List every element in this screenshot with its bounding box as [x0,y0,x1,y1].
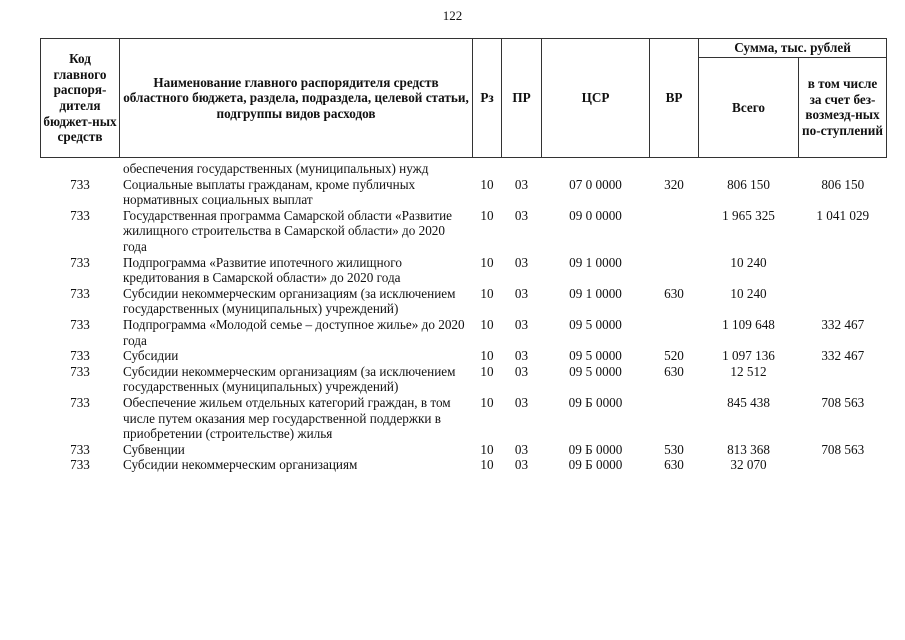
cell-name: Субсидии некоммерческим организациям (за исключением государственных (муниципальных) учреждений) [123,285,456,317]
cell-rz: 10 [480,363,494,379]
cell-csr: 09 Б 0000 [568,394,623,410]
cell-code: 733 [70,285,90,301]
table-body [41,158,887,473]
table-row [41,442,887,458]
cell-pr: 03 [514,457,529,473]
table-row [41,286,887,317]
cell-csr: 09 5 0000 [569,348,622,364]
cell-free: 708 563 [821,441,865,457]
cell-total: 806 150 [727,176,770,192]
cell-vr: 530 [664,441,684,457]
cell-name: Субсидии некоммерческим организациям (за исключением государственных (муниципальных) учреждений) [123,363,456,395]
header-code: Код главного распоря-дителя бюджет-ных средств [41,39,120,158]
cell-total: 1 109 648 [722,316,775,332]
table-row [41,208,887,255]
header-name: Наименование главного распорядителя средств областного бюджета, раздела, подраздела, целевой статьи, подгруппы видов расходов [120,39,473,158]
cell-free [799,286,887,317]
cell-pr: 03 [514,254,529,270]
cell-name: Государственная программа Самарской области «Развитие жилищного строительства в Самарской области» до 2020 года [123,207,453,254]
table-row [41,395,887,442]
cell-pr: 03 [514,316,529,332]
cell-csr: 09 0 0000 [569,207,622,223]
cell-code: 733 [70,348,90,364]
page-number: 122 [442,8,463,23]
cell-vr: 630 [664,457,684,473]
header-csr: ЦСР [542,39,650,158]
cell-pr: 03 [514,394,529,410]
cell-free: 1 041 029 [816,207,870,223]
cell-total: 1 965 325 [722,207,775,223]
header-rz: Рз [473,39,502,158]
cell-code: 733 [70,441,90,457]
cell-free [799,158,887,177]
cell-code: 733 [70,394,90,410]
cell-code: 733 [70,457,90,473]
cell-name: Обеспечение жильем отдельных категорий граждан, в том числе путем оказания мер государственной поддержки в приобретении (строительстве) жилья [123,394,451,442]
cell-code: 733 [70,316,90,332]
cell-vr: 320 [664,176,684,192]
cell-free [799,364,887,395]
cell-csr: 09 5 0000 [569,316,622,332]
cell-total: 12 512 [730,363,767,379]
cell-rz: 10 [480,316,494,332]
cell-rz: 10 [480,207,494,223]
table-row [41,255,887,286]
cell-vr [650,395,699,442]
table-row [41,158,887,177]
cell-csr: 09 5 0000 [569,363,622,379]
cell-csr [542,158,650,177]
cell-csr: 09 Б 0000 [568,441,623,457]
cell-pr [502,158,542,177]
cell-vr: 630 [664,285,684,301]
cell-pr: 03 [514,207,529,223]
header-vr: ВР [650,39,699,158]
budget-table [40,38,887,473]
cell-rz [473,158,502,177]
cell-free [799,255,887,286]
cell-pr: 03 [514,363,529,379]
cell-pr: 03 [514,348,529,364]
cell-code: 733 [70,176,90,192]
cell-vr [650,317,699,348]
cell-total: 845 438 [727,394,770,410]
cell-total: 10 240 [730,254,767,270]
cell-name: Субвенции [123,441,185,457]
cell-csr: 09 1 0000 [569,254,622,270]
cell-csr: 07 0 0000 [569,176,622,192]
cell-total: 813 368 [727,441,770,457]
cell-total: 10 240 [730,285,767,301]
cell-csr: 09 1 0000 [569,285,622,301]
cell-vr [650,208,699,255]
cell-rz: 10 [480,254,494,270]
header-pr: ПР [502,39,542,158]
table-row [41,317,887,348]
header-free: в том числе за счет без-возмезд-ных по-ступлений [799,57,887,157]
cell-rz: 10 [480,394,494,410]
cell-vr [650,255,699,286]
cell-rz: 10 [480,285,494,301]
cell-free: 708 563 [821,394,865,410]
cell-name: обеспечения государственных (муниципальных) нужд [123,161,429,176]
cell-rz: 10 [480,441,494,457]
table-row [41,348,887,364]
cell-total: 32 070 [730,457,767,473]
cell-name: Подпрограмма «Развитие ипотечного жилищного кредитования в Самарской области» до 2020 года [123,254,402,286]
cell-name: Субсидии [123,348,179,364]
cell-rz: 10 [480,457,494,473]
cell-code: 733 [70,254,90,270]
cell-free: 806 150 [821,176,865,192]
cell-free: 332 467 [821,316,865,332]
header-sum: Сумма, тыс. рублей [699,39,887,58]
cell-vr [650,158,699,177]
table-row [41,364,887,395]
cell-free [799,457,887,473]
cell-pr: 03 [514,285,529,301]
cell-total [699,158,799,177]
cell-total: 1 097 136 [722,348,775,364]
cell-code: 733 [70,363,90,379]
table-row [41,457,887,473]
cell-free: 332 467 [821,348,865,364]
cell-rz: 10 [480,348,494,364]
table-header [41,39,887,158]
cell-rz: 10 [480,176,494,192]
table-row [41,177,887,208]
cell-pr: 03 [514,176,529,192]
cell-name: Социальные выплаты гражданам, кроме публичных нормативных социальных выплат [123,176,416,208]
cell-csr: 09 Б 0000 [568,457,623,473]
cell-code: 733 [70,207,90,223]
cell-pr: 03 [514,441,529,457]
cell-vr: 520 [664,348,684,364]
header-total: Всего [699,57,799,157]
cell-vr: 630 [664,363,684,379]
cell-name: Субсидии некоммерческим организациям [123,457,358,473]
cell-code [41,158,120,177]
cell-name: Подпрограмма «Молодой семье – доступное жилье» до 2020 года [123,316,465,348]
